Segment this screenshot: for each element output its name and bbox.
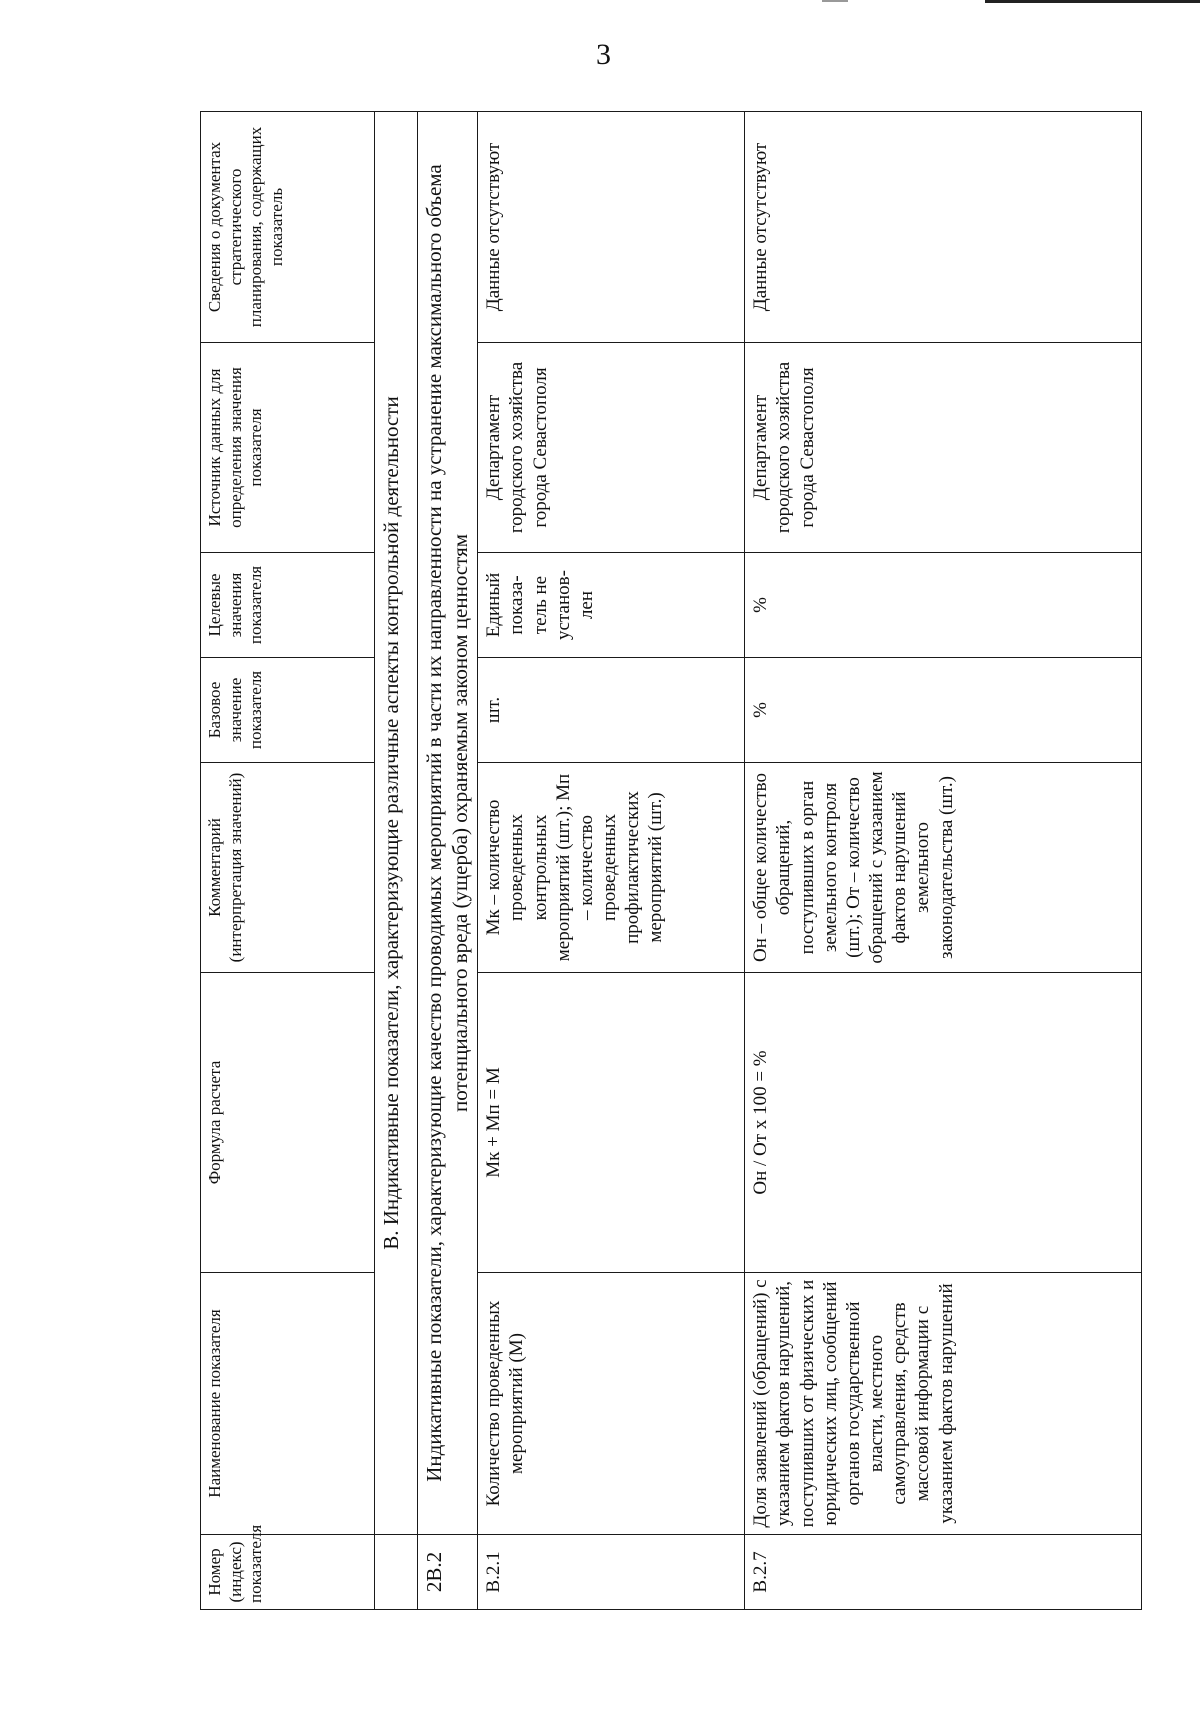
col-header-docs: Сведения о документах стратегического планирования, содержащих показатель: [201, 112, 375, 343]
row-formula: Он / От х 100 = %: [745, 973, 1142, 1273]
page-number: 3: [596, 38, 611, 71]
row-comment: Мк – количество проведенных контрольных мероприятий (шт.); Мп – количество проведенных профилактических мероприятий (шт.): [478, 763, 745, 973]
row-formula: Мк + Мп = М: [478, 973, 745, 1273]
row-index: В.2.1: [478, 1535, 745, 1610]
col-header-target: Целевые значения показателя: [201, 553, 375, 658]
row-base-value: %: [745, 658, 1142, 763]
section-title: В. Индикативные показатели, характеризующие различные аспекты контрольной деятельности: [375, 112, 418, 1535]
row-comment: Он – общее количество обращений, поступивших в орган земельного контроля (шт.); От – количество обращений с указанием фактов нарушений земельного законодательства (шт.): [745, 763, 1142, 973]
row-target-value: Единый показа-тель не установ-лен: [478, 553, 745, 658]
row-docs: Данные отсутствуют: [478, 112, 745, 343]
row-name: Количество проведенных мероприятий (М): [478, 1273, 745, 1535]
col-header-base: Базовое значение показателя: [201, 658, 375, 763]
subsection-title: Индикативные показатели, характеризующие качество проводимых мероприятий в части их направленности на устранение максимального объема потенциального вреда (ущерба) охраняемым законом ценностям: [418, 112, 478, 1535]
col-header-source: Источник данных для определения значения показателя: [201, 343, 375, 553]
row-target-value: %: [745, 553, 1142, 658]
scan-mark: [822, 0, 848, 2]
col-header-index: Номер (индекс) показателя: [201, 1535, 375, 1610]
row-base-value: шт.: [478, 658, 745, 763]
row-source: Департамент городского хозяйства города Севастополя: [745, 343, 1142, 553]
row-source: Департамент городского хозяйства города Севастополя: [478, 343, 745, 553]
subsection-index: 2В.2: [418, 1535, 478, 1610]
table-row: [745, 112, 1142, 1610]
section-row: [375, 112, 418, 1610]
col-header-comment: Комментарий (интерпретация значений): [201, 763, 375, 973]
indicators-table: [200, 111, 1142, 1610]
row-name: Доля заявлений (обращений) с указанием фактов нарушений, поступивших от физических и юридических лиц, сообщений органов государственной власти, местного самоуправления, средств массовой информации с указанием фактов нарушений: [745, 1273, 1142, 1535]
table-row: [478, 112, 745, 1610]
col-header-name: Наименование показателя: [201, 1273, 375, 1535]
col-header-formula: Формула расчета: [201, 973, 375, 1273]
header-row: [201, 112, 375, 1610]
row-docs: Данные отсутствуют: [745, 112, 1142, 343]
row-index: В.2.7: [745, 1535, 1142, 1610]
subsection-row: [418, 112, 478, 1610]
rotated-table-container: [200, 112, 1088, 1610]
scan-edge-line: [985, 0, 1200, 3]
